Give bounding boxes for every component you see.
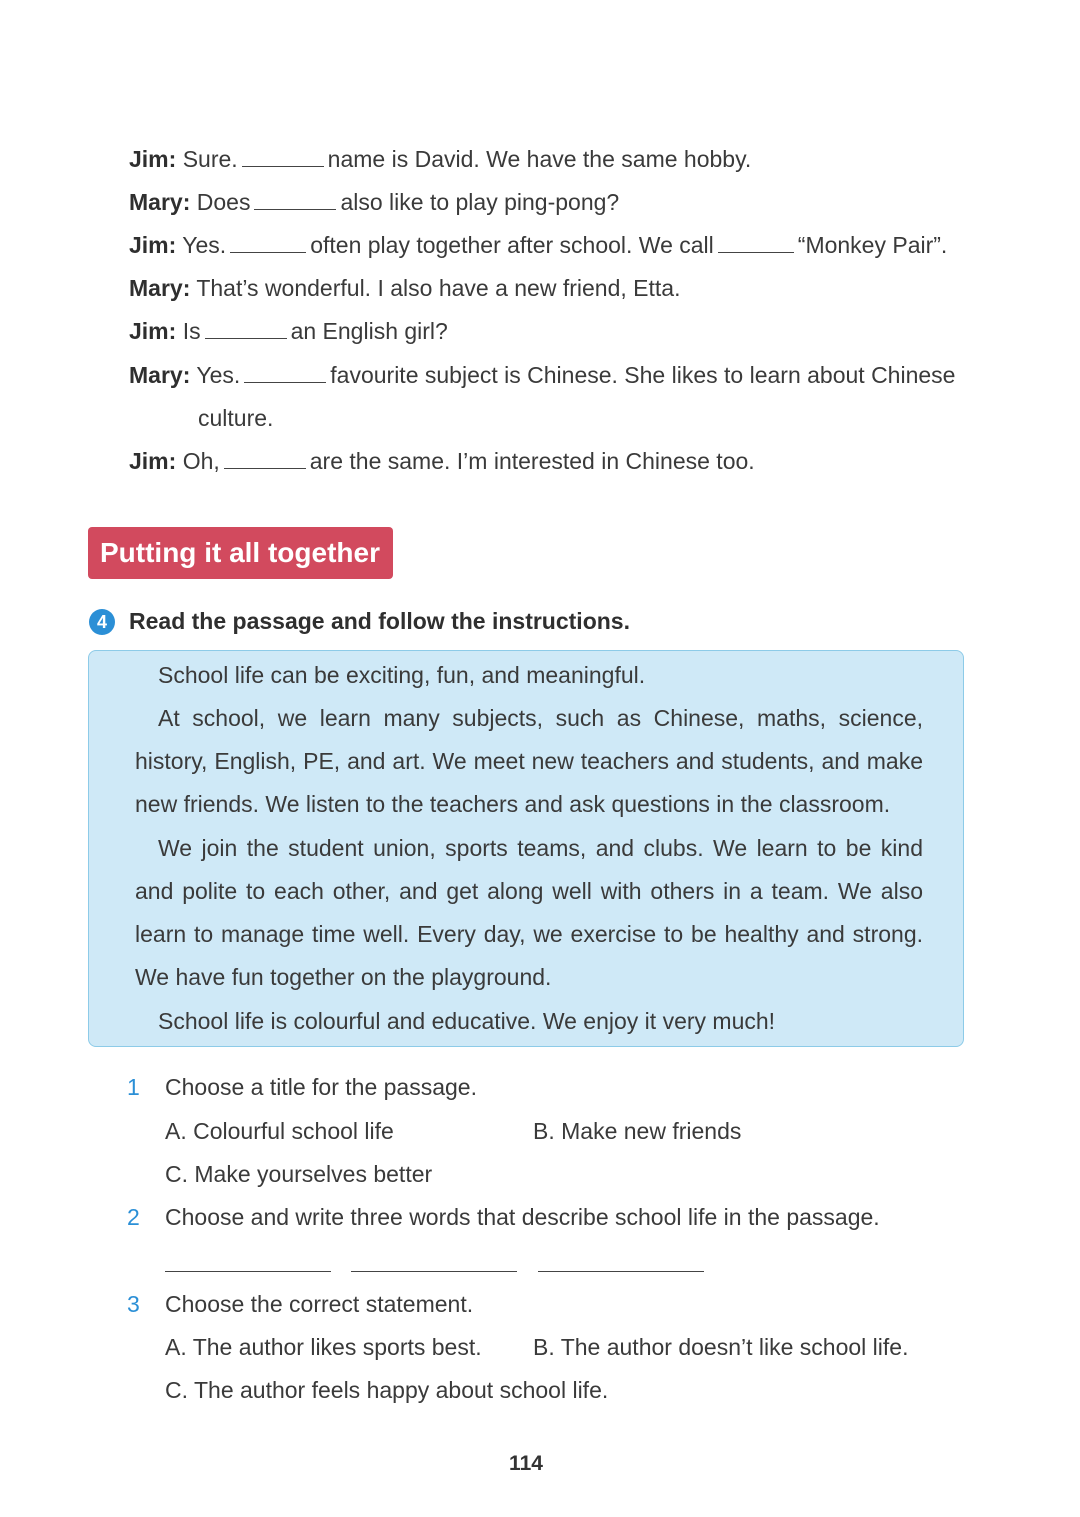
passage-line: history, English, PE, and art. We meet new teachers and students, and make — [135, 748, 923, 774]
dialogue-line-6 — [129, 360, 955, 390]
passage-line: and polite to each other, and get along well with others in a team. We also — [135, 878, 923, 904]
question-text: Choose the correct statement. — [165, 1291, 474, 1317]
task-instruction: Read the passage and follow the instructions. — [129, 608, 630, 634]
dialogue-text: Oh, — [182, 448, 220, 474]
speaker-label: Mary: — [129, 189, 191, 215]
speaker-label: Jim: — [129, 146, 177, 172]
dialogue-line-5 — [129, 316, 448, 346]
answer-blank[interactable] — [230, 232, 306, 253]
passage-line: At school, we learn many subjects, such as Chinese, maths, science, — [158, 705, 923, 731]
dialogue-text: favourite subject is Chinese. She likes to learn about Chinese — [330, 362, 956, 388]
dialogue-text: are the same. I’m interested in Chinese too. — [309, 448, 755, 474]
dialogue-text: Sure. — [182, 146, 238, 172]
dialogue-line-3 — [129, 230, 947, 260]
task-number-badge: 4 — [89, 609, 115, 635]
answer-blank[interactable] — [205, 318, 287, 339]
option-a[interactable]: A. Colourful school life — [165, 1118, 394, 1144]
question-number: 3 — [127, 1291, 140, 1317]
answer-line[interactable] — [165, 1271, 331, 1272]
speaker-label: Jim: — [129, 448, 177, 474]
dialogue-continuation: culture. — [198, 405, 274, 431]
dialogue-text: “Monkey Pair”. — [797, 232, 948, 258]
question-text: Choose and write three words that describe school life in the passage. — [165, 1204, 880, 1230]
dialogue-text: often play together after school. We call — [310, 232, 714, 258]
option-c[interactable]: C. The author feels happy about school life. — [165, 1377, 609, 1403]
dialogue-line-2 — [129, 187, 619, 217]
speaker-label: Mary: — [129, 362, 191, 388]
passage-line: new friends. We listen to the teachers and ask questions in the classroom. — [135, 791, 891, 817]
answer-blank[interactable] — [244, 362, 326, 383]
section-banner: Putting it all together — [88, 527, 393, 579]
passage-line: We have fun together on the playground. — [135, 964, 552, 990]
passage-line: School life can be exciting, fun, and meaningful. — [158, 662, 646, 688]
dialogue-text: Yes. — [182, 232, 227, 258]
option-c[interactable]: C. Make yourselves better — [165, 1161, 433, 1187]
passage-line: We join the student union, sports teams, and clubs. We learn to be kind — [158, 835, 923, 861]
answer-blank[interactable] — [718, 232, 794, 253]
dialogue-text: That’s wonderful. I also have a new friend, Etta. — [196, 275, 681, 301]
dialogue-line-7 — [129, 446, 755, 476]
page-number: 114 — [509, 1452, 543, 1475]
answer-blank[interactable] — [242, 146, 324, 167]
dialogue-text: an English girl? — [290, 318, 448, 344]
dialogue-text: Is — [182, 318, 201, 344]
answer-line[interactable] — [351, 1271, 517, 1272]
dialogue-line-4 — [129, 273, 680, 303]
dialogue-text: Yes. — [196, 362, 241, 388]
question-number: 2 — [127, 1204, 140, 1230]
answer-blank[interactable] — [224, 448, 306, 469]
question-text: Choose a title for the passage. — [165, 1074, 477, 1100]
option-a[interactable]: A. The author likes sports best. — [165, 1334, 482, 1360]
dialogue-line-1 — [129, 144, 751, 174]
speaker-label: Jim: — [129, 318, 177, 344]
speaker-label: Jim: — [129, 232, 177, 258]
dialogue-text: also like to play ping-pong? — [340, 189, 620, 215]
option-b[interactable]: B. Make new friends — [533, 1118, 742, 1144]
option-b[interactable]: B. The author doesn’t like school life. — [533, 1334, 909, 1360]
passage-line: learn to manage time well. Every day, we exercise to be healthy and strong. — [135, 921, 923, 947]
answer-blank[interactable] — [254, 189, 336, 210]
dialogue-text: Does — [196, 189, 251, 215]
dialogue-text: name is David. We have the same hobby. — [327, 146, 752, 172]
passage-line: School life is colourful and educative. We enjoy it very much! — [158, 1008, 776, 1034]
answer-line[interactable] — [538, 1271, 704, 1272]
question-number: 1 — [127, 1074, 140, 1100]
speaker-label: Mary: — [129, 275, 191, 301]
